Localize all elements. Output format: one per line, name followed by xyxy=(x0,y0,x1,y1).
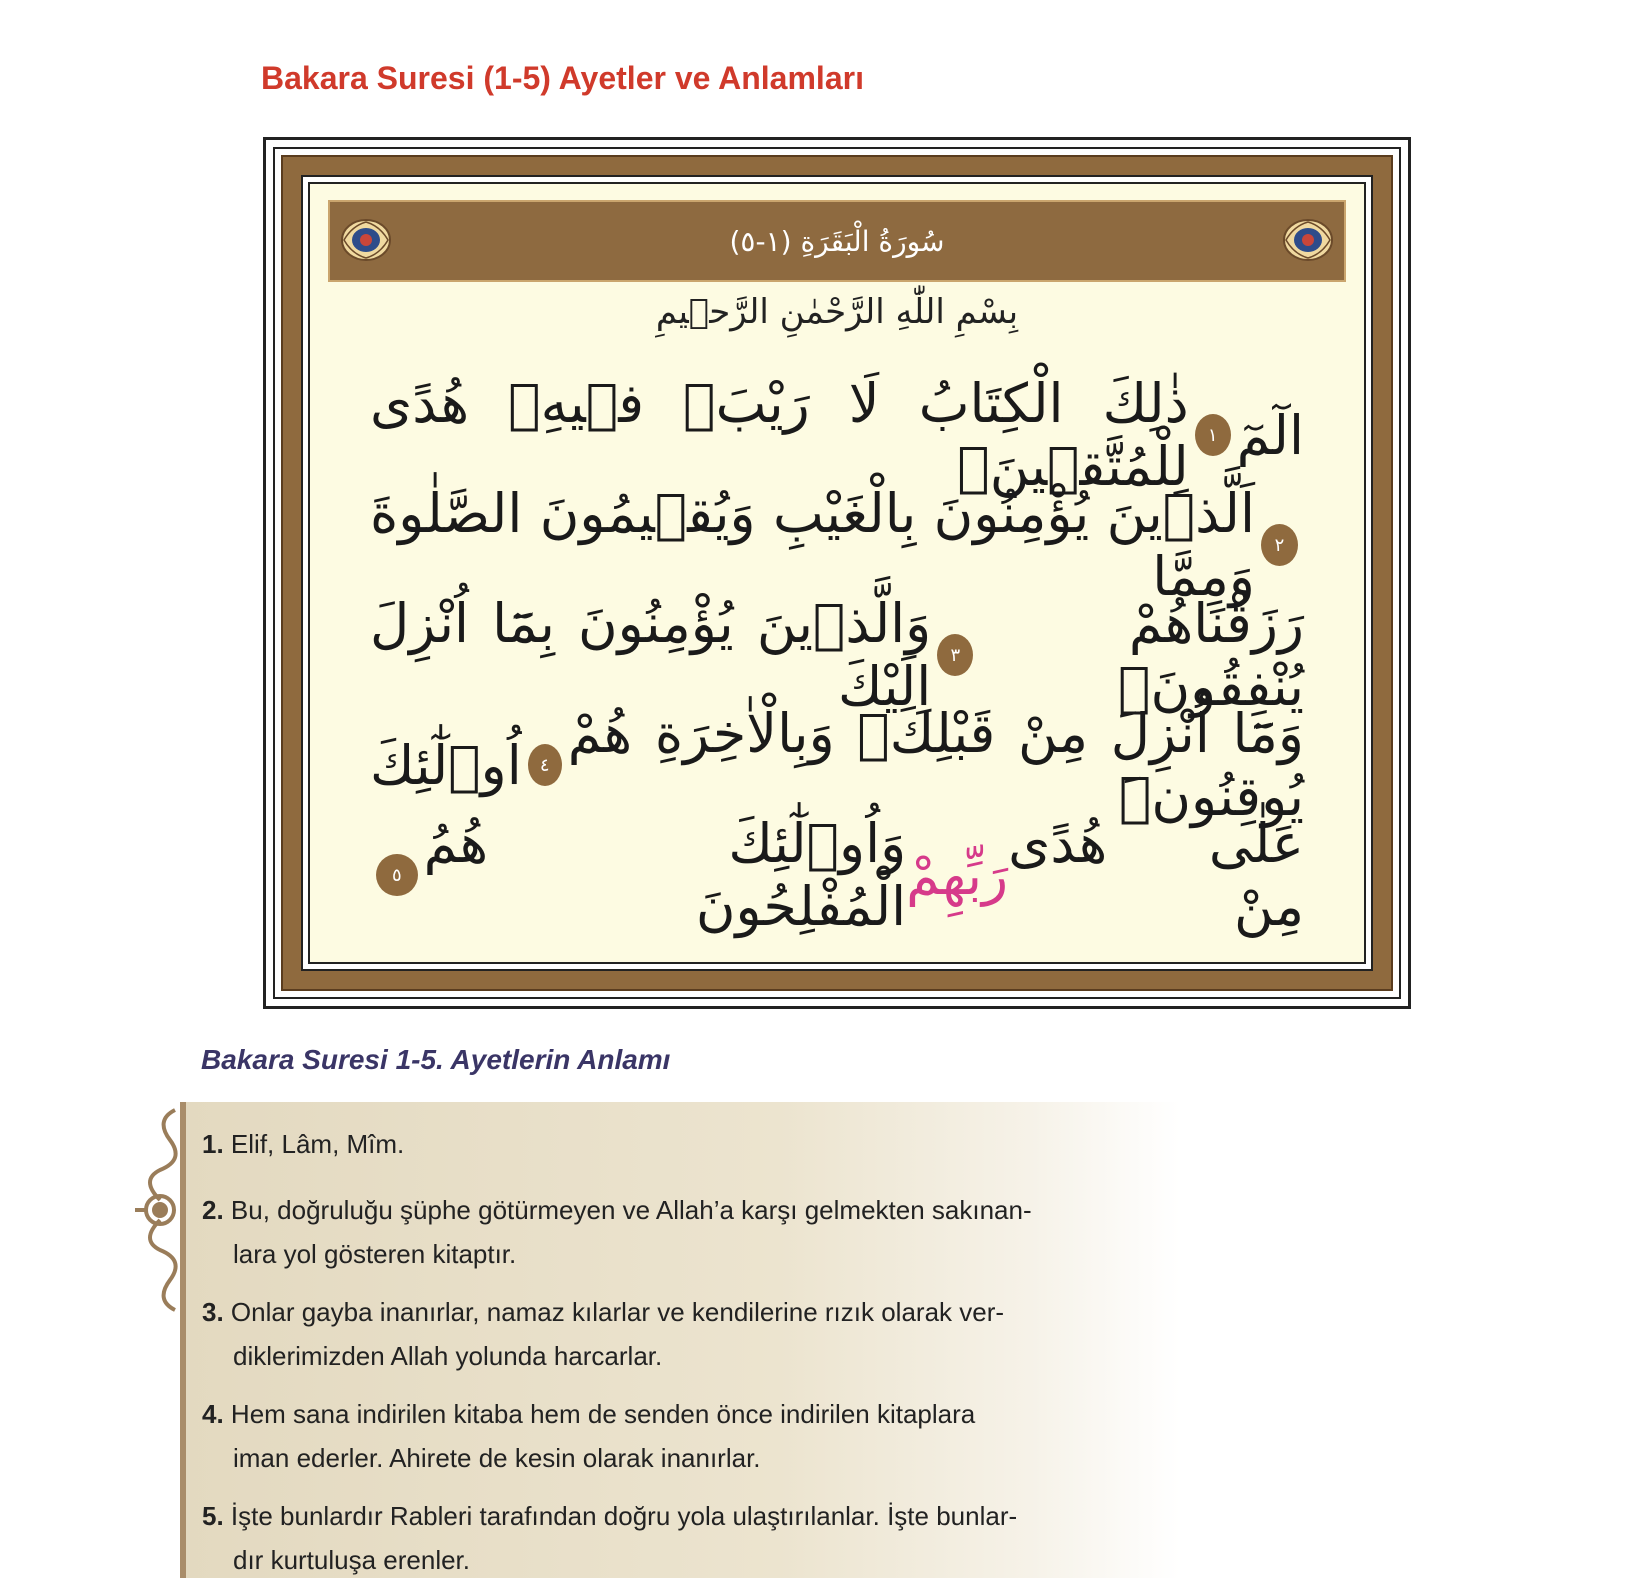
arabic-verses xyxy=(369,372,1304,938)
floral-ornament-icon xyxy=(1280,212,1336,268)
meaning-text: Hem sana indirilen kitaba hem de senden önce indirilen kitaplara xyxy=(230,1399,976,1429)
meaning-number: 4. xyxy=(202,1399,231,1429)
meaning-text-continued: lara yol gösteren kitaptır. xyxy=(233,1239,517,1269)
ayah-number-marker: ٤ xyxy=(528,744,562,786)
scroll-ornament-icon xyxy=(130,1100,190,1320)
meaning-text: Onlar gayba inanırlar, namaz kılarlar ve kendilerine rızık olarak ver- xyxy=(230,1297,1005,1327)
verse-text: اُو۬لٰٓئِكَ xyxy=(370,733,522,797)
meaning-number: 2. xyxy=(202,1195,231,1225)
meaning-item xyxy=(202,1122,1157,1166)
verse-text: رَزَقْنَاهُمْ يُنْفِقُونَۙ xyxy=(1118,592,1304,718)
meaning-item xyxy=(202,1494,1157,1582)
meaning-number: 5. xyxy=(202,1501,231,1531)
ayah-number-marker: ٢ xyxy=(1261,524,1298,566)
meaning-item xyxy=(202,1290,1157,1378)
basmala: بِسْمِ اللّٰهِ الرَّحْمٰنِ الرَّح۪يمِ xyxy=(655,292,1019,332)
meaning-item xyxy=(202,1392,1157,1480)
verse-text-highlight: رَبِّهِمْ xyxy=(906,843,1009,907)
verse-line xyxy=(370,702,1304,828)
meaning-subtitle: Bakara Suresi 1-5. Ayetlerin Anlamı xyxy=(201,1044,671,1075)
verse-text: وَاُو۬لٰٓئِكَ هُمُ الْمُفْلِحُونَ xyxy=(423,812,907,938)
verse-line xyxy=(370,812,1304,938)
ayah-number-marker: ٥ xyxy=(376,854,418,896)
verse-line xyxy=(369,592,1304,718)
verse-panel xyxy=(308,182,1366,964)
verse-text: ذٰلِكَ الْكِتَابُ لَا رَيْبَۚ ف۪يهِۚ هُدًى لِلْمُتَّق۪ينَۙ xyxy=(370,372,1189,498)
verse-text: اَلَّذ۪ينَ يُؤْمِنُونَ بِالْغَيْبِ وَيُق۪يمُونَ الصَّلٰوةَ وَمِمَّا xyxy=(370,482,1255,608)
meaning-text-continued: dır kurtuluşa erenler. xyxy=(233,1545,471,1575)
meaning-text-continued: diklerimizden Allah yolunda harcarlar. xyxy=(233,1341,663,1371)
surah-title: سُورَةُ الْبَقَرَةِ (١-٥) xyxy=(729,224,945,258)
page-title: Bakara Suresi (1-5) Ayetler ve Anlamları xyxy=(261,60,864,96)
floral-ornament-icon xyxy=(338,212,394,268)
verse-line xyxy=(370,372,1304,498)
meaning-text: Elif, Lâm, Mîm. xyxy=(230,1129,405,1159)
quran-frame xyxy=(263,137,1411,1009)
meaning-text: İşte bunlardır Rableri tarafından doğru yola ulaştırılanlar. İşte bunlar- xyxy=(230,1501,1018,1531)
ayah-number-marker: ٣ xyxy=(937,634,973,676)
verse-text: الٓمٓ xyxy=(1236,403,1304,467)
ayah-number-marker: ١ xyxy=(1195,414,1231,456)
verse-text: عَلٰى هُدًى مِنْ xyxy=(1008,812,1304,938)
meaning-item xyxy=(202,1188,1157,1276)
verse-text: وَالَّذ۪ينَ يُؤْمِنُونَ بِمَٓا اُنْزِلَ اِلَيْكَ xyxy=(369,592,932,718)
surah-banner xyxy=(328,200,1346,282)
verse-text: وَمَٓا اُنْزِلَ مِنْ قَبْلِكَۚ وَبِالْاٰخِرَةِ هُمْ يُوقِنُونَۜ xyxy=(567,702,1304,828)
meaning-number: 1. xyxy=(202,1129,231,1159)
meaning-number: 3. xyxy=(202,1297,231,1327)
verse-line xyxy=(370,482,1304,608)
meaning-text: Bu, doğruluğu şüphe götürmeyen ve Allah’a karşı gelmekten sakınan- xyxy=(230,1195,1032,1225)
meaning-text-continued: iman ederler. Ahirete de kesin olarak inanırlar. xyxy=(233,1443,761,1473)
